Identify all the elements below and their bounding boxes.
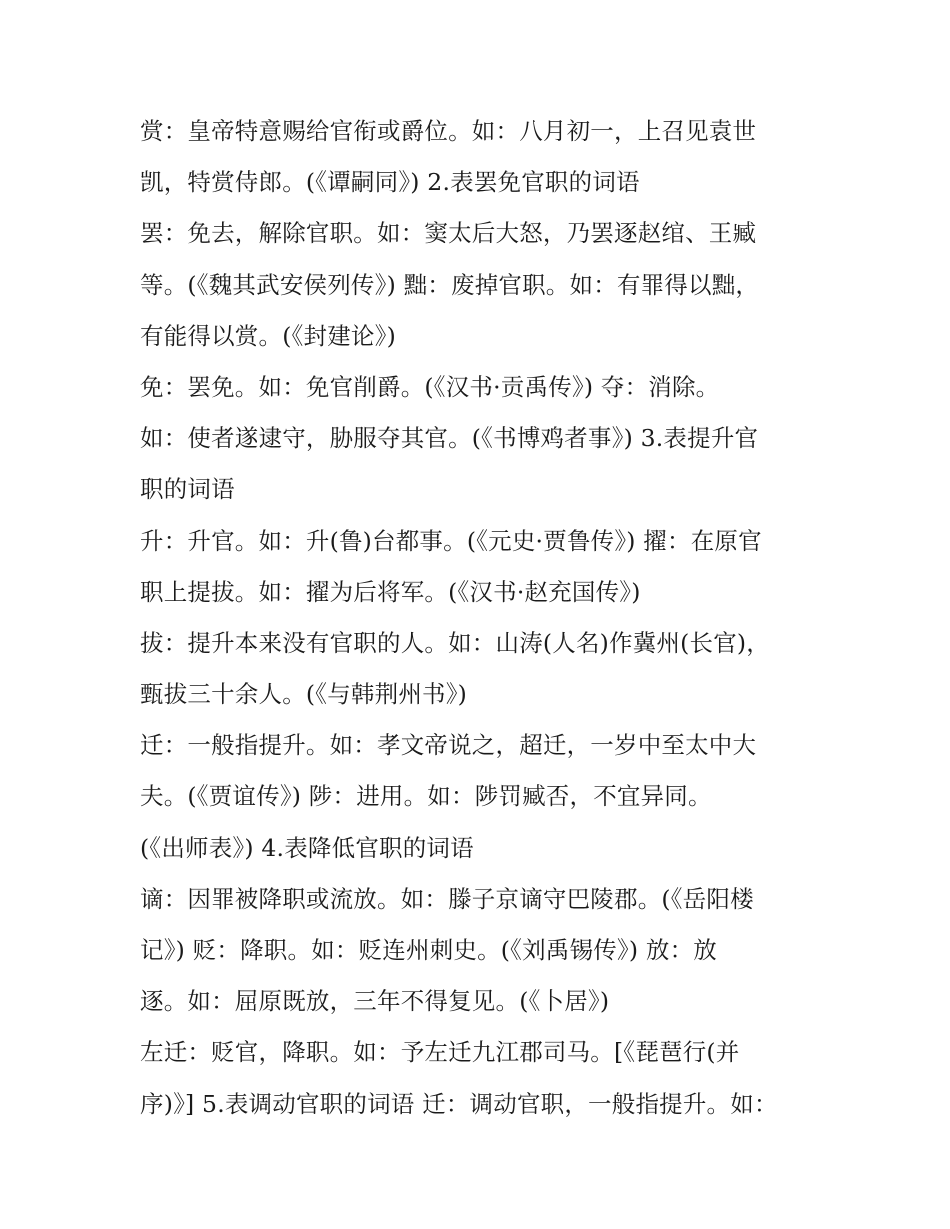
text-line: 谪：因罪被降职或流放。如：滕子京谪守巴陵郡。(《岳阳楼 — [140, 884, 754, 913]
text-line: 夫。(《贾谊传》) 陟：进用。如：陟罚臧否，不宜异同。 — [140, 782, 712, 811]
text-line: 甄拔三十余人。(《与韩荆州书》) — [140, 680, 468, 709]
text-line: 有能得以赏。(《封建论》) — [140, 321, 396, 350]
text-line: 如：使者遂逮守，胁服夺其官。(《书博鸡者事》) 3.表提升官 — [140, 424, 759, 453]
text-line: 职上提拔。如：擢为后将军。(《汉书·赵充国传》) — [140, 577, 641, 606]
text-line: 拔：提升本来没有官职的人。如：山涛(人名)作冀州(长官)， — [140, 628, 770, 657]
text-line: 迁：一般指提升。如：孝文帝说之，超迁，一岁中至太中大 — [140, 731, 757, 760]
text-line: 凯，特赏侍郎。(《谭嗣同》) 2.表罢免官职的词语 — [140, 168, 640, 197]
text-line: 罢：免去，解除官职。如：窦太后大怒，乃罢逐赵绾、王臧 — [140, 219, 757, 248]
text-line: 记》) 贬：降职。如：贬连州刺史。(《刘禹锡传》) 放：放 — [140, 936, 717, 964]
text-line: 序)》] 5.表调动官职的词语 迁：调动官职，一般指提升。如： — [140, 1089, 778, 1118]
body-text — [140, 106, 820, 1130]
text-line: 逐。如：屈原既放，三年不得复见。(《卜居》) — [140, 987, 610, 1016]
text-line: 赏：皇帝特意赐给官衔或爵位。如：八月初一，上召见袁世 — [140, 117, 757, 145]
text-line: 职的词语 — [140, 475, 235, 504]
text-line: 等。(《魏其武安侯列传》) 黜：废掉官职。如：有罪得以黜， — [140, 270, 760, 299]
text-line: (《出师表》) 4.表降低官职的词语 — [140, 833, 474, 862]
text-line: 升：升官。如：升(鲁)台都事。(《元史·贾鲁传》) 擢：在原官 — [140, 526, 762, 555]
text-line: 免：罢免。如：免官削爵。(《汉书·贡禹传》) 夺：消除。 — [140, 372, 720, 401]
text-line: 左迁：贬官，降职。如：予左迁九江郡司马。[《琵琶行(并 — [140, 1038, 740, 1067]
